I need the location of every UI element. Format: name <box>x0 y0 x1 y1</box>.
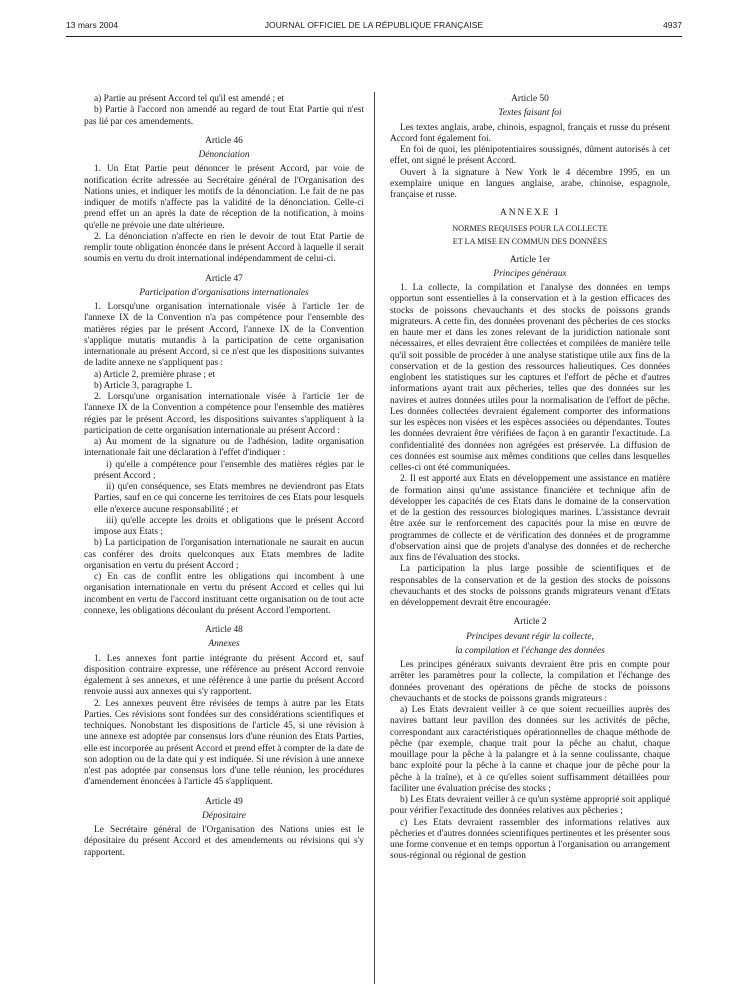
article-heading: Article 2 <box>513 617 547 628</box>
annex-subtitle-line-2: ET LA MISE EN COMMUN DES DONNÉES <box>452 236 608 246</box>
header-rule <box>66 36 682 37</box>
paragraph: a) Au moment de la signature ou de l'adhésion, ladite organisation internationale fait une déclaration à l'effet d'indiquer : <box>84 437 364 459</box>
article-subtitle: Annexes <box>208 639 240 650</box>
article-subtitle-line-2: la compilation et l'échange des données <box>455 645 605 656</box>
header-journal-title: JOURNAL OFFICIEL DE LA RÉPUBLIQUE FRANÇAISE <box>264 20 484 30</box>
paragraph: iii) qu'elle accepte les droits et obligations que le présent Accord impose aux Etats ; <box>94 515 364 537</box>
article-subtitle: Principes généraux <box>493 268 567 279</box>
article-subtitle: Dénonciation <box>198 150 250 160</box>
paragraph: 1. Un Etat Partie peut dénoncer le présent Accord, par voie de notification écrite adressée au Secrétaire général de l'Organisation des Nations unies, et indiquer les motifs de la dénonciation. Le fait de ne pas indiquer de motifs n'affecte pas la validité de la dénonciation. Celle-ci prend effet un an après la date de réception de la notification, à moins qu'elle ne prévoie une date ultérieure. <box>84 164 364 231</box>
article-heading: Article 49 <box>205 796 243 807</box>
paragraph: 1. Les annexes font partie intégrante du présent Accord et, sauf disposition contraire expresse, une référence au présent Accord renvoie également à ses annexes, et une référence à une partie du présent Accord renvoie aussi aux annexes qui s'y rapportent. <box>84 653 364 698</box>
paragraph: a) Partie au présent Accord tel qu'il est amendé ; et <box>94 94 285 104</box>
article-subtitle-line-1: Principes devant régir la collecte, <box>466 631 594 642</box>
paragraph: Le Secrétaire général de l'Organisation des Nations unies est le dépositaire du présent Accord et des amendements ou révisions qui s'y rapportent. <box>84 825 364 858</box>
paragraph: c) Les Etats devraient rassembler des informations relatives aux pêcheries et d'autres données scientifiques pertinentes et les présenter sous une forme convenue et en temps opportun à l'organisation ou arrangement sous-régional ou régional de gestion <box>390 817 670 862</box>
paragraph: Les textes anglais, arabe, chinois, espagnol, français et russe du présent Accord font également foi. <box>390 122 670 144</box>
paragraph: Les principes généraux suivants devraient être pris en compte pour arrêter les paramètres pour la collecte, la compilation et l'échange des données provenant des opérations de pêche de stocks de poissons chevauchants et de stocks de poissons grands migrateurs : <box>390 660 670 704</box>
paragraph: c) En cas de conflit entre les obligations qui incombent à une organisation internationale en vertu du présent Accord et celles qui lui incombent en vertu de l'accord instituant cette organisation ou de tout acte connexe, les obligations découlant du présent Accord l'emportent. <box>84 572 364 616</box>
article-subtitle: Participation d'organisations internationales <box>139 287 309 298</box>
article-heading: Article 48 <box>205 625 243 635</box>
page-header <box>66 20 682 34</box>
paragraph: Ouvert à la signature à New York le 4 décembre 1995, en un exemplaire unique en langues anglaise, arabe, chinoise, espagnole, française et russe. <box>390 167 670 200</box>
paragraph: 2. Lorsqu'une organisation internationale visée à l'article 1er de l'annexe IX de la Convention a compétence pour l'ensemble des matières régies par le présent Accord, les dispositions suivantes s'appliquent à la participation de cette organisation internationale au présent Accord : <box>84 392 364 436</box>
paragraph: 2. Il est apporté aux Etats en développement une assistance en matière de formation ainsi qu'une assistance financière et technique afin de développer les capacités de ces Etats dans le domaine de la conservation et de la gestion des ressources biologiques marines. L'assistance devrait être axée sur le renforcement des capacités pour la mise en œuvre de programmes de collecte et de vérification des données et de programme d'observation ainsi que de projets d'analyse des données et de recherche aux fins de l'évaluation des stocks. <box>390 474 670 563</box>
paragraph: a) Les Etats devraient veiller à ce que soient recueillies auprès des navires battant leur pavillon des données sur les activités de pêche, correspondant aux caractéristiques opérationnelles de chaque méthode de pêche (par exemple, chaque trait pour la pêche au chalut, chaque mouillage pour la pêche à la palangre et à la senne coulissante, chaque banc exploité pour la pêche à la canne et chaque jour de pêche pour la pêche à la traîne), et à ce qu'elles soient suffisamment détaillées pour faciliter une évaluation précise des stocks ; <box>390 705 670 794</box>
paragraph: b) Article 3, paragraphe 1. <box>94 380 193 391</box>
article-heading: Article 50 <box>511 94 549 104</box>
left-column <box>84 94 364 859</box>
right-column <box>390 94 670 863</box>
article-subtitle: Textes faisant foi <box>498 108 562 119</box>
column-divider <box>374 92 375 984</box>
paragraph: 1. La collecte, la compilation et l'analyse des données en temps opportun sont essentielles à la conservation et à la gestion efficaces des stocks de poissons chevauchants et des stocks de poissons grands migrateurs. A cette fin, des données provenant des pêcheries de ces stocks en haute mer et dans les zones relevant de la juridiction nationale sont nécessaires, et elles devraient être collectées et compilées de manière telle qu'il soit possible de procéder à une analyse statistique utile aux fins de la conservation et de la gestion des ressources halieutiques. Ces données englobent les statistiques sur les captures et l'effort de pêche et d'autres informations ayant trait aux pêcheries, telles que des données sur les navires et autres données utiles pour la normalisation de l'effort de pêche. Les données collectées devraient également comporter des informations sur les espèces non visées et les espèces associées ou dépendantes. Toutes les données devraient être vérifiées de façon à en garantir l'exactitude. La confidentialité des données non agrégées est préservée. La diffusion de ces données est soumise aux mêmes conditions que celles dans lesquelles celles-ci ont été communiquées. <box>390 283 670 473</box>
article-heading: Article 1er <box>509 254 551 265</box>
article-subtitle: Dépositaire <box>202 810 246 821</box>
paragraph: 2. Les annexes peuvent être révisées de temps à autre par les Etats Parties. Ces révisions sont fondées sur des considérations scientifiques et techniques. Nonobstant les dispositions de l'article 45, si une révision à une annexe est adoptée par consensus lors d'une réunion des Etats Parties, elle est incorporée au présent Accord et prend effet à compter de la date de son adoption ou de la date qui y est indiquée. Si une révision à une annexe n'est pas adoptée par consensus lors d'une telle réunion, les procédures d'amendement énoncées à l'article 45 s'appliquent. <box>84 698 364 788</box>
paragraph: b) La participation de l'organisation internationale ne saurait en aucun cas conférer des droits quelconques aux Etats membres de ladite organisation en vertu du présent Accord ; <box>84 538 364 571</box>
paragraph: i) qu'elle a compétence pour l'ensemble des matières régies par le présent Accord ; <box>94 459 364 481</box>
paragraph: a) Article 2, première phrase ; et <box>94 369 216 380</box>
paragraph: En foi de quoi, les plénipotentiaires soussignés, dûment autorisés à cet effet, ont signé le présent Accord. <box>390 145 670 167</box>
header-date: 13 mars 2004 <box>66 20 118 30</box>
article-heading: Article 47 <box>205 273 243 284</box>
paragraph: 2. La dénonciation n'affecte en rien le devoir de tout Etat Partie de remplir toute obligation énoncée dans le présent Accord à laquelle il serait soumis en vertu du droit international indépendamment de celui-ci. <box>84 231 364 265</box>
annex-subtitle-line-1: NORMES REQUISES POUR LA COLLECTE <box>452 223 608 233</box>
paragraph: ii) qu'en conséquence, ses Etats membres ne deviendront pas Etats Parties, sauf en ce qui concerne les territoires de ces Etats pour lesquels elle n'exerce aucune responsabilité ; et <box>94 482 364 515</box>
paragraph: 1. Lorsqu'une organisation internationale visée à l'article 1er de l'annexe IX de la Convention n'a pas compétence pour l'ensemble des matières régies par le présent Accord, l'annexe IX de la Convention s'applique mutatis mutandis à la participation de cette organisation internationale au présent Accord, si ce n'est que les dispositions suivantes de ladite annexe ne s'appliquent pas : <box>84 302 364 369</box>
paragraph: b) Partie à l'accord non amendé au regard de tout Etat Partie qui n'est pas lié par ces amendements. <box>84 105 364 127</box>
article-heading: Article 46 <box>205 135 243 146</box>
paragraph: b) Les Etats devraient veiller à ce qu'un système approprié soit appliqué pour vérifier l'exactitude des données relatives aux pêcheries ; <box>390 795 670 817</box>
paragraph: La participation la plus large possible de scientifiques et de responsables de la conservation et de la gestion des stocks de poissons chevauchants et des stocks de poissons grands migrateurs venant d'Etats en développement devrait être encouragée. <box>390 564 670 608</box>
annex-heading: ANNEXE I <box>499 208 560 219</box>
header-page-number: 4937 <box>663 20 682 30</box>
